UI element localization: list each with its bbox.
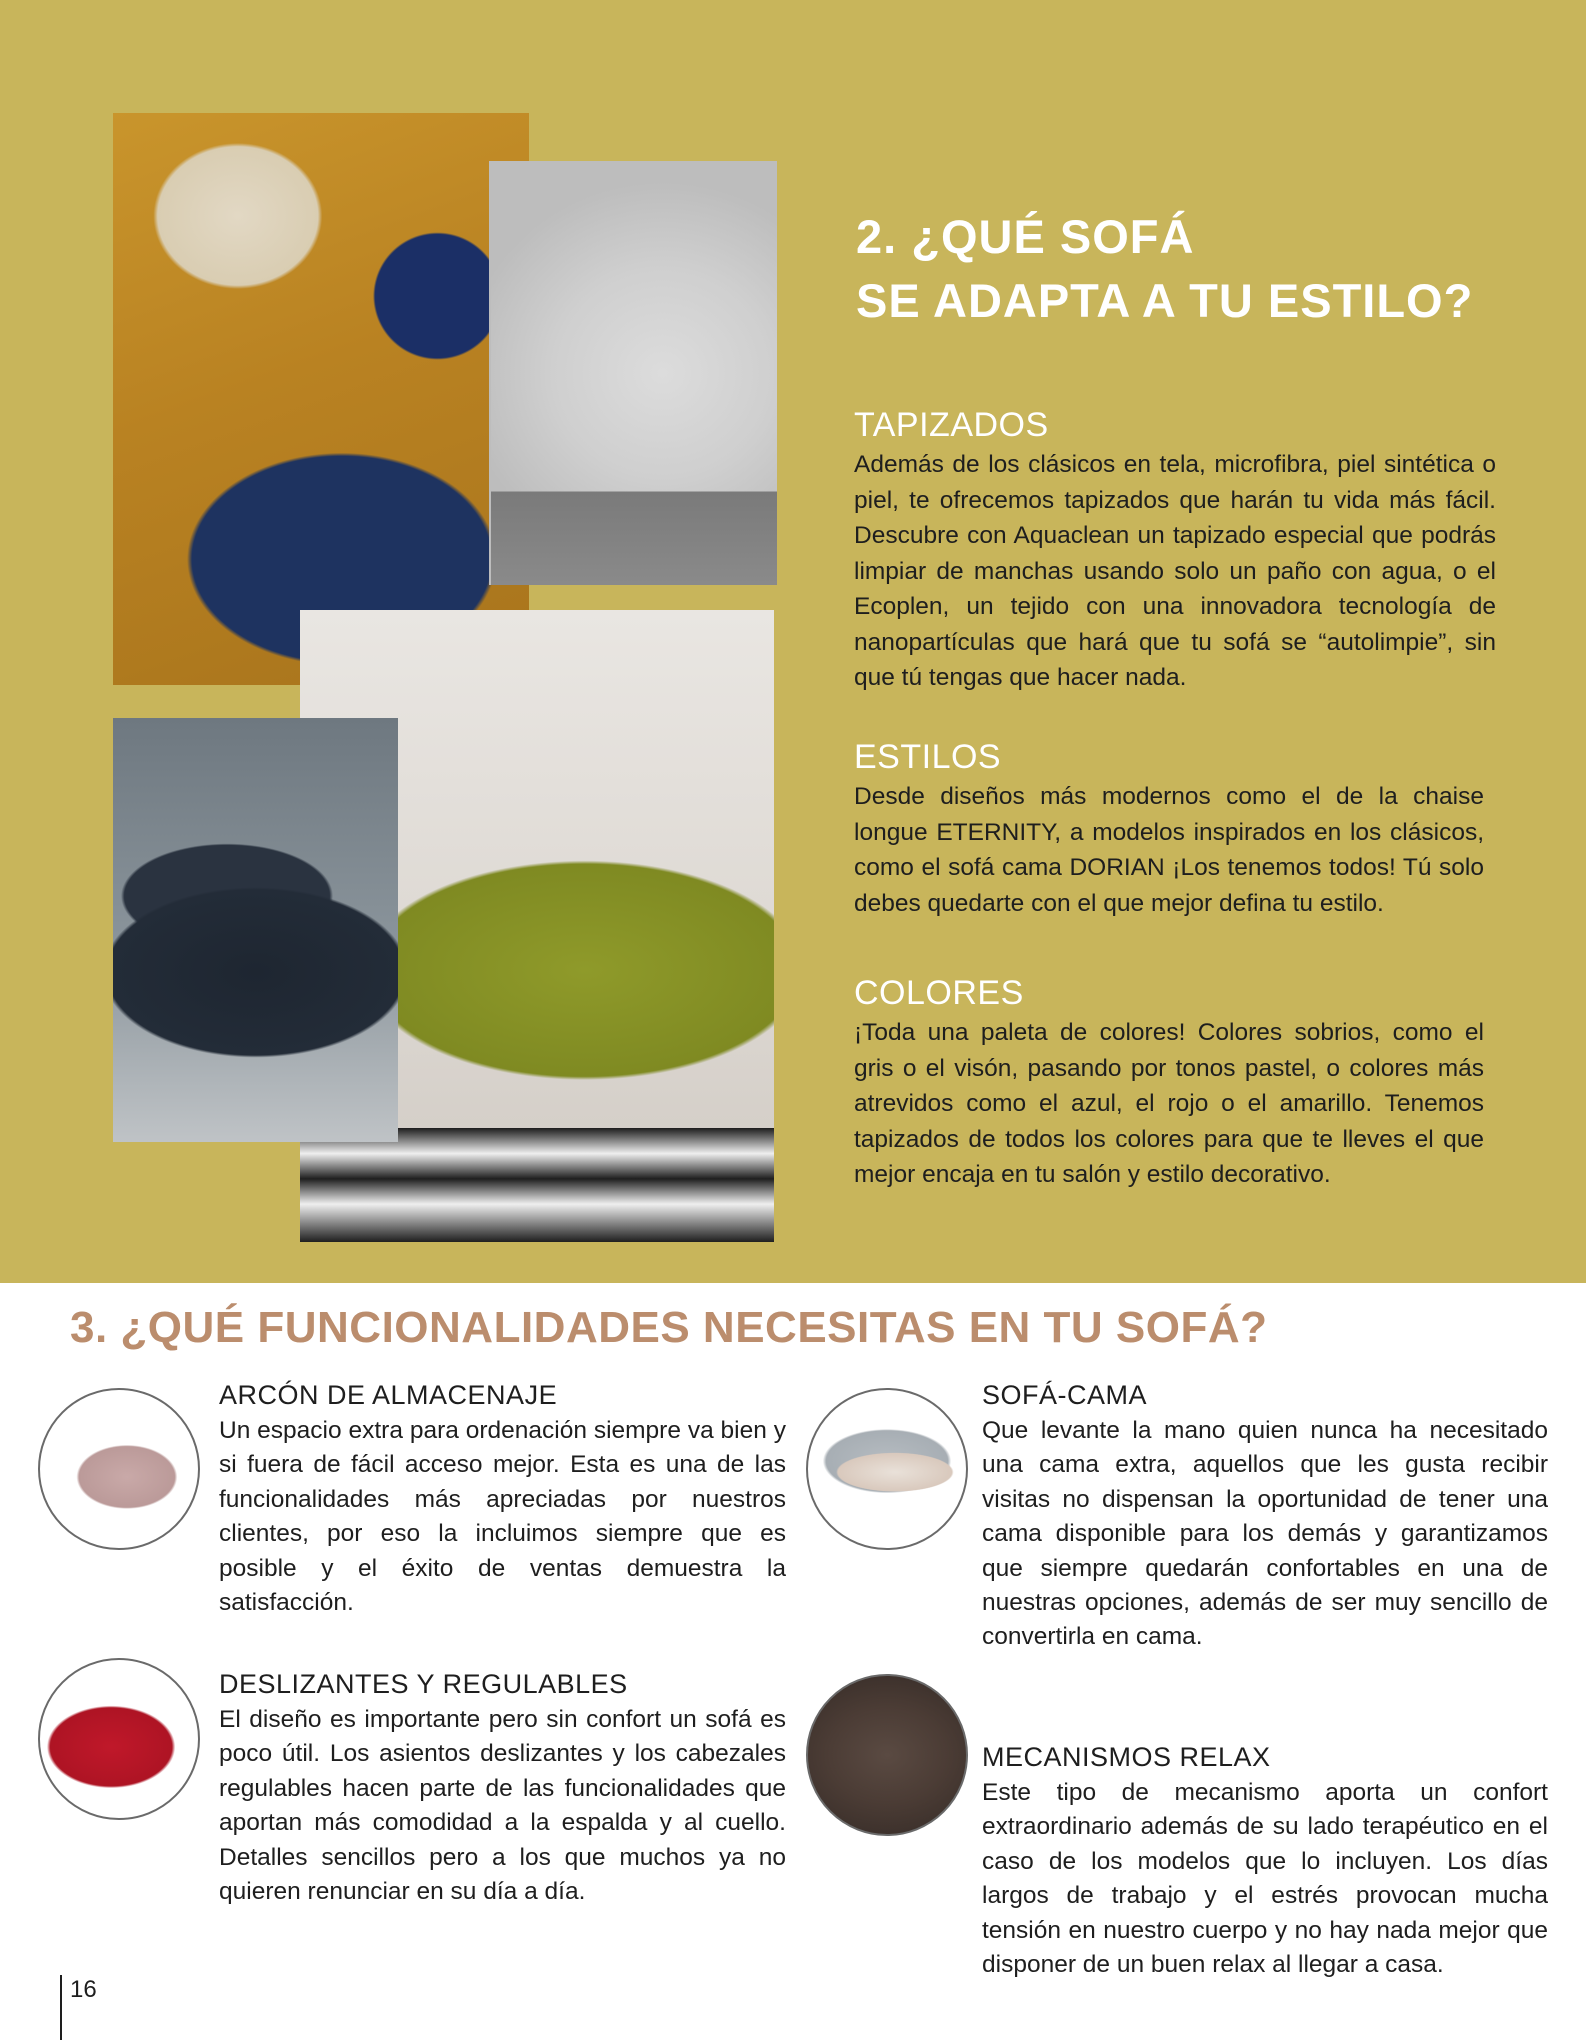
relax-text: Este tipo de mecanismo aporta un confort extraordinario además de su lado terapéutico en el caso de los modelos que lo incluyen. Los días largos de trabajo y el estrés provocan mucha tensión en nuestro cuerpo y no hay nada mejor que disponer de un buen relax al llegar a casa. — [982, 1779, 1548, 1979]
estilos-heading: ESTILOS — [854, 738, 1002, 776]
colores-text: ¡Toda una paleta de colores! Colores sobrios, como el gris o el visón, pasando por tonos pastel, o colores más atrevidos como el azul, el rojo o el amarillo. Tenemos tapizados de todos los colores para que te lleves el que mejor encaja en tu salón y estilo decorativo. — [854, 1019, 1484, 1188]
leather-sofa-photo — [113, 718, 398, 1142]
tapizados-heading: TAPIZADOS — [854, 406, 1049, 444]
colores-heading: COLORES — [854, 974, 1024, 1012]
page-number-rule — [60, 1975, 62, 2040]
page-number: 16 — [70, 1976, 97, 2003]
relax-sofa-thumbnail — [806, 1674, 968, 1836]
storage-title: ARCÓN DE ALMACENAJE — [219, 1380, 558, 1410]
sliding-title: DESLIZANTES Y REGULABLES — [219, 1669, 628, 1699]
sliding-sofa-thumbnail — [38, 1658, 200, 1820]
section2-title-line1: 2. ¿QUÉ SOFÁ — [856, 210, 1195, 263]
sofa-bed-thumbnail — [806, 1388, 968, 1550]
section2-title — [856, 205, 1536, 333]
sofa-bed-text: Que levante la mano quien nunca ha necesitado una cama extra, aquellos que les gusta recibir visitas no dispensan la oportunidad de tener una cama disponible para los demás y garantizamos que siempre quedarán confortables en una de nuestras opciones, además de ser muy sencillo de convertirla en cama. — [982, 1417, 1548, 1651]
estilos-text: Desde diseños más modernos como el de la chaise longue ETERNITY, a modelos inspirados en los clásicos, como el sofá cama DORIAN ¡Los tenemos todos! Tú solo debes quedarte con el que mejor defina tu estilo. — [854, 783, 1484, 917]
sliding-text: El diseño es importante pero sin confort un sofá es poco útil. Los asientos deslizantes y los cabezales regulables hacen parte de las funcionalidades que aportan más comodidad a la espalda y al cuello. Detalles sencillos pero a los que muchos ya no quieren renunciar en su día a día. — [219, 1706, 786, 1906]
section2-title-line2: SE ADAPTA A TU ESTILO? — [856, 274, 1474, 327]
tapizados-text: Además de los clásicos en tela, microfibra, piel sintética o piel, te ofrecemos tapizados que harán tu vida más fácil. Descubre con Aquaclean un tapizado especial que podrás limpiar de manchas usando solo un paño con agua, o el Ecoplen, un tejido con una innovadora tecnología de nanopartículas que hará que tu sofá se “autolimpie”, sin que tú tengas que hacer nada. — [854, 451, 1496, 691]
sofa-bed-title: SOFÁ-CAMA — [982, 1380, 1148, 1410]
grey-sofa-photo — [491, 161, 777, 585]
storage-text: Un espacio extra para ordenación siempre va bien y si fuera de fácil acceso mejor. Esta es una de las funcionalidades más apreciadas por nuestros clientes, por eso la incluimos siempre que es posible y el éxito de ventas demuestra la satisfacción. — [219, 1417, 786, 1617]
section3-title: 3. ¿QUÉ FUNCIONALIDADES NECESITAS EN TU SOFÁ? — [70, 1303, 1268, 1352]
mustard-sofa-photo — [113, 113, 529, 685]
relax-title: MECANISMOS RELAX — [982, 1742, 1271, 1772]
storage-sofa-thumbnail — [38, 1388, 200, 1550]
